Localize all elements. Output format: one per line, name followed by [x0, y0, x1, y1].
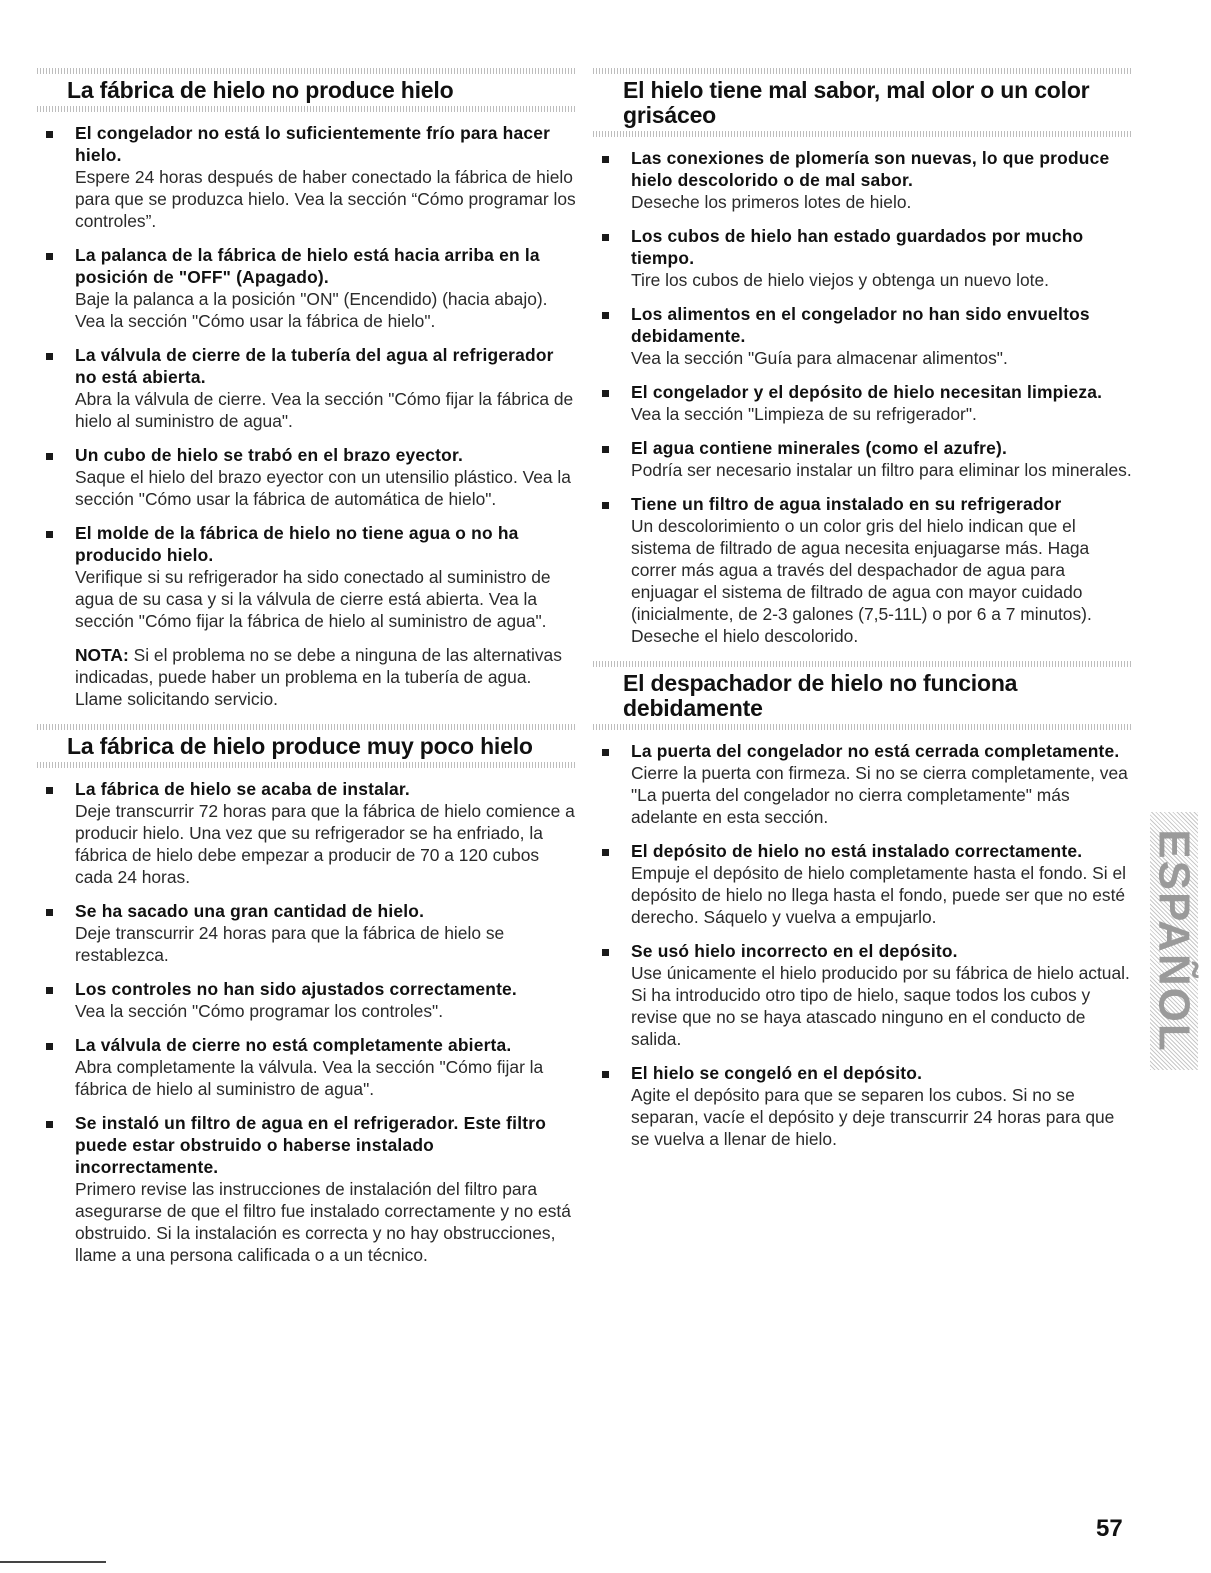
bullet-icon [46, 909, 53, 916]
section-little-ice [37, 724, 577, 1266]
item-title: Un cubo de hielo se trabó en el brazo eyector. [75, 445, 464, 465]
bullet-icon [602, 502, 609, 509]
dotted-rule [593, 68, 1133, 74]
item-body: Vea la sección "Limpieza de su refrigerador". [631, 404, 977, 424]
bullet-icon [602, 749, 609, 756]
list-item [37, 1034, 577, 1100]
list-item [593, 381, 1133, 425]
list-item [37, 444, 577, 510]
list-item [593, 493, 1133, 647]
item-body: Deje transcurrir 72 horas para que la fábrica de hielo comience a producir hielo. Una vez que su refrigerador se ha enfriado, la fábrica de hielo debe empezar a producir de 70 a 120 cubos cada 24 horas. [75, 801, 575, 887]
item-title: Los alimentos en el congelador no han sido envueltos debidamente. [631, 304, 1090, 346]
bullet-icon [602, 312, 609, 319]
item-title: Tiene un filtro de agua instalado en su refrigerador [631, 494, 1062, 514]
section-heading: El despachador de hielo no funciona debidamente [623, 670, 1018, 721]
footer-rule [0, 1561, 106, 1563]
item-title: Se ha sacado una gran cantidad de hielo. [75, 901, 425, 921]
bullet-icon [602, 849, 609, 856]
item-body: Agite el depósito para que se separen los cubos. Si no se separan, vacíe el depósito y deje transcurrir 24 horas para que se vuelva a llenar de hielo. [631, 1085, 1115, 1149]
item-body: Espere 24 horas después de haber conectado la fábrica de hielo para que se produzca hielo. Vea la sección “Cómo programar los controles”. [75, 167, 576, 231]
item-body: Cierre la puerta con firmeza. Si no se cierra completamente, vea "La puerta del congelador no cierra completamente" más adelante en esta sección. [631, 763, 1128, 827]
item-title: El molde de la fábrica de hielo no tiene agua o no ha producido hielo. [75, 523, 519, 565]
dotted-rule [593, 661, 1133, 667]
list-item [37, 900, 577, 966]
item-body: Vea la sección "Cómo programar los controles". [75, 1001, 444, 1021]
item-body: Un descolorimiento o un color gris del hielo indican que el sistema de filtrado de agua necesita enjuagarse más. Haga correr más agua a través del despachador de agua para enjuagar el sistema de filtrado de agua con mayor cuidado (inicialmente, de 2-3 galones (7,5-11L) o por 6 a 7 minutos). Deseche el hielo descolorido. [631, 516, 1092, 646]
bullet-icon [46, 1043, 53, 1050]
item-body: Podría ser necesario instalar un filtro para eliminar los minerales. [631, 460, 1132, 480]
item-title: La palanca de la fábrica de hielo está hacia arriba en la posición de "OFF" (Apagado). [75, 245, 540, 287]
left-column [37, 68, 577, 1280]
list-item [593, 437, 1133, 481]
list-item [37, 344, 577, 432]
bullet-icon [46, 1121, 53, 1128]
bullet-icon [602, 234, 609, 241]
list-item [37, 122, 577, 232]
bullet-icon [46, 787, 53, 794]
item-title: El depósito de hielo no está instalado correctamente. [631, 841, 1083, 861]
list-item [593, 147, 1133, 213]
item-title: Se instaló un filtro de agua en el refrigerador. Este filtro puede estar obstruido o haberse instalado incorrectamente. [75, 1113, 547, 1177]
note-text: Si el problema no se debe a ninguna de las alternativas indicadas, puede haber un problema en la tubería de agua. Llame solicitando servicio. [75, 645, 562, 709]
section-bad-taste [593, 68, 1133, 647]
list-item [593, 740, 1133, 828]
right-column [593, 68, 1133, 1164]
section-heading: La fábrica de hielo produce muy poco hielo [67, 733, 533, 759]
item-title: El hielo se congeló en el depósito. [631, 1063, 923, 1083]
item-title: La fábrica de hielo se acaba de instalar. [75, 779, 410, 799]
item-body: Verifique si su refrigerador ha sido conectado al suministro de agua de su casa y si la válvula de cierre está abierta. Vea la sección "Cómo fijar la fábrica de hielo al suministro de agua". [75, 567, 551, 631]
bullet-icon [602, 949, 609, 956]
item-body: Primero revise las instrucciones de instalación del filtro para asegurarse de que el filtro fue instalado correctamente y no está obstruido. Si la instalación es correcta y no hay obstrucciones, llame a una persona calificada o a un técnico. [75, 1179, 571, 1265]
item-body: Tire los cubos de hielo viejos y obtenga un nuevo lote. [631, 270, 1049, 290]
dotted-rule [593, 724, 1133, 730]
bullet-icon [602, 390, 609, 397]
list-item [37, 778, 577, 888]
section-heading: El hielo tiene mal sabor, mal olor o un color grisáceo [623, 77, 1090, 128]
bullet-icon [46, 353, 53, 360]
list-item [37, 978, 577, 1022]
bullet-icon [46, 531, 53, 538]
item-title: La válvula de cierre no está completamente abierta. [75, 1035, 512, 1055]
bullet-icon [602, 1071, 609, 1078]
bullet-icon [602, 156, 609, 163]
item-body: Baje la palanca a la posición "ON" (Encendido) (hacia abajo). Vea la sección "Cómo usar la fábrica de hielo". [75, 289, 548, 331]
list-item [593, 303, 1133, 369]
list-item [593, 840, 1133, 928]
dotted-rule [37, 724, 577, 730]
bullet-icon [602, 446, 609, 453]
dotted-rule [593, 131, 1133, 137]
bullet-icon [46, 131, 53, 138]
section-no-ice [37, 68, 577, 710]
item-title: Se usó hielo incorrecto en el depósito. [631, 941, 958, 961]
item-body: Saque el hielo del brazo eyector con un utensilio plástico. Vea la sección "Cómo usar la fábrica de automática de hielo". [75, 467, 571, 509]
list-item [37, 522, 577, 632]
page-number: 57 [1096, 1515, 1123, 1542]
item-body: Use únicamente el hielo producido por su fábrica de hielo actual. Si ha introducido otro tipo de hielo, saque todos los cubos y revise que no se haya atascado ninguno en el conducto de salida. [631, 963, 1130, 1049]
note [37, 644, 577, 710]
list-item [593, 1062, 1133, 1150]
side-tab-label: ESPAÑOL [1150, 829, 1199, 1053]
list-item [37, 244, 577, 332]
item-title: Las conexiones de plomería son nuevas, lo que produce hielo descolorido o de mal sabor. [631, 148, 1110, 190]
item-body: Empuje el depósito de hielo completamente hasta el fondo. Si el depósito de hielo no llega hasta el fondo, puede ser que no esté derecho. Sáquelo y vuelva a empujarlo. [631, 863, 1126, 927]
item-body: Deseche los primeros lotes de hielo. [631, 192, 912, 212]
bullet-icon [46, 253, 53, 260]
item-title: El congelador no está lo suficientemente frío para hacer hielo. [75, 123, 551, 165]
item-title: Los controles no han sido ajustados correctamente. [75, 979, 517, 999]
item-title: La puerta del congelador no está cerrada completamente. [631, 741, 1120, 761]
item-title: El congelador y el depósito de hielo necesitan limpieza. [631, 382, 1103, 402]
section-dispenser [593, 661, 1133, 1150]
list-item [593, 225, 1133, 291]
section-heading: La fábrica de hielo no produce hielo [67, 77, 454, 103]
note-label: NOTA: [75, 645, 129, 665]
dotted-rule [37, 762, 577, 768]
item-body: Vea la sección "Guía para almacenar alimentos". [631, 348, 1008, 368]
item-body: Deje transcurrir 24 horas para que la fábrica de hielo se restablezca. [75, 923, 505, 965]
list-item [593, 940, 1133, 1050]
item-title: Los cubos de hielo han estado guardados por mucho tiempo. [631, 226, 1084, 268]
item-title: La válvula de cierre de la tubería del agua al refrigerador no está abierta. [75, 345, 554, 387]
item-body: Abra completamente la válvula. Vea la sección "Cómo fijar la fábrica de hielo al suministro de agua". [75, 1057, 544, 1099]
item-title: El agua contiene minerales (como el azufre). [631, 438, 1008, 458]
dotted-rule [37, 68, 577, 74]
bullet-icon [46, 987, 53, 994]
item-body: Abra la válvula de cierre. Vea la sección "Cómo fijar la fábrica de hielo al suministro de agua". [75, 389, 574, 431]
dotted-rule [37, 106, 577, 112]
language-side-tab [1150, 812, 1198, 1070]
list-item [37, 1112, 577, 1266]
bullet-icon [46, 453, 53, 460]
